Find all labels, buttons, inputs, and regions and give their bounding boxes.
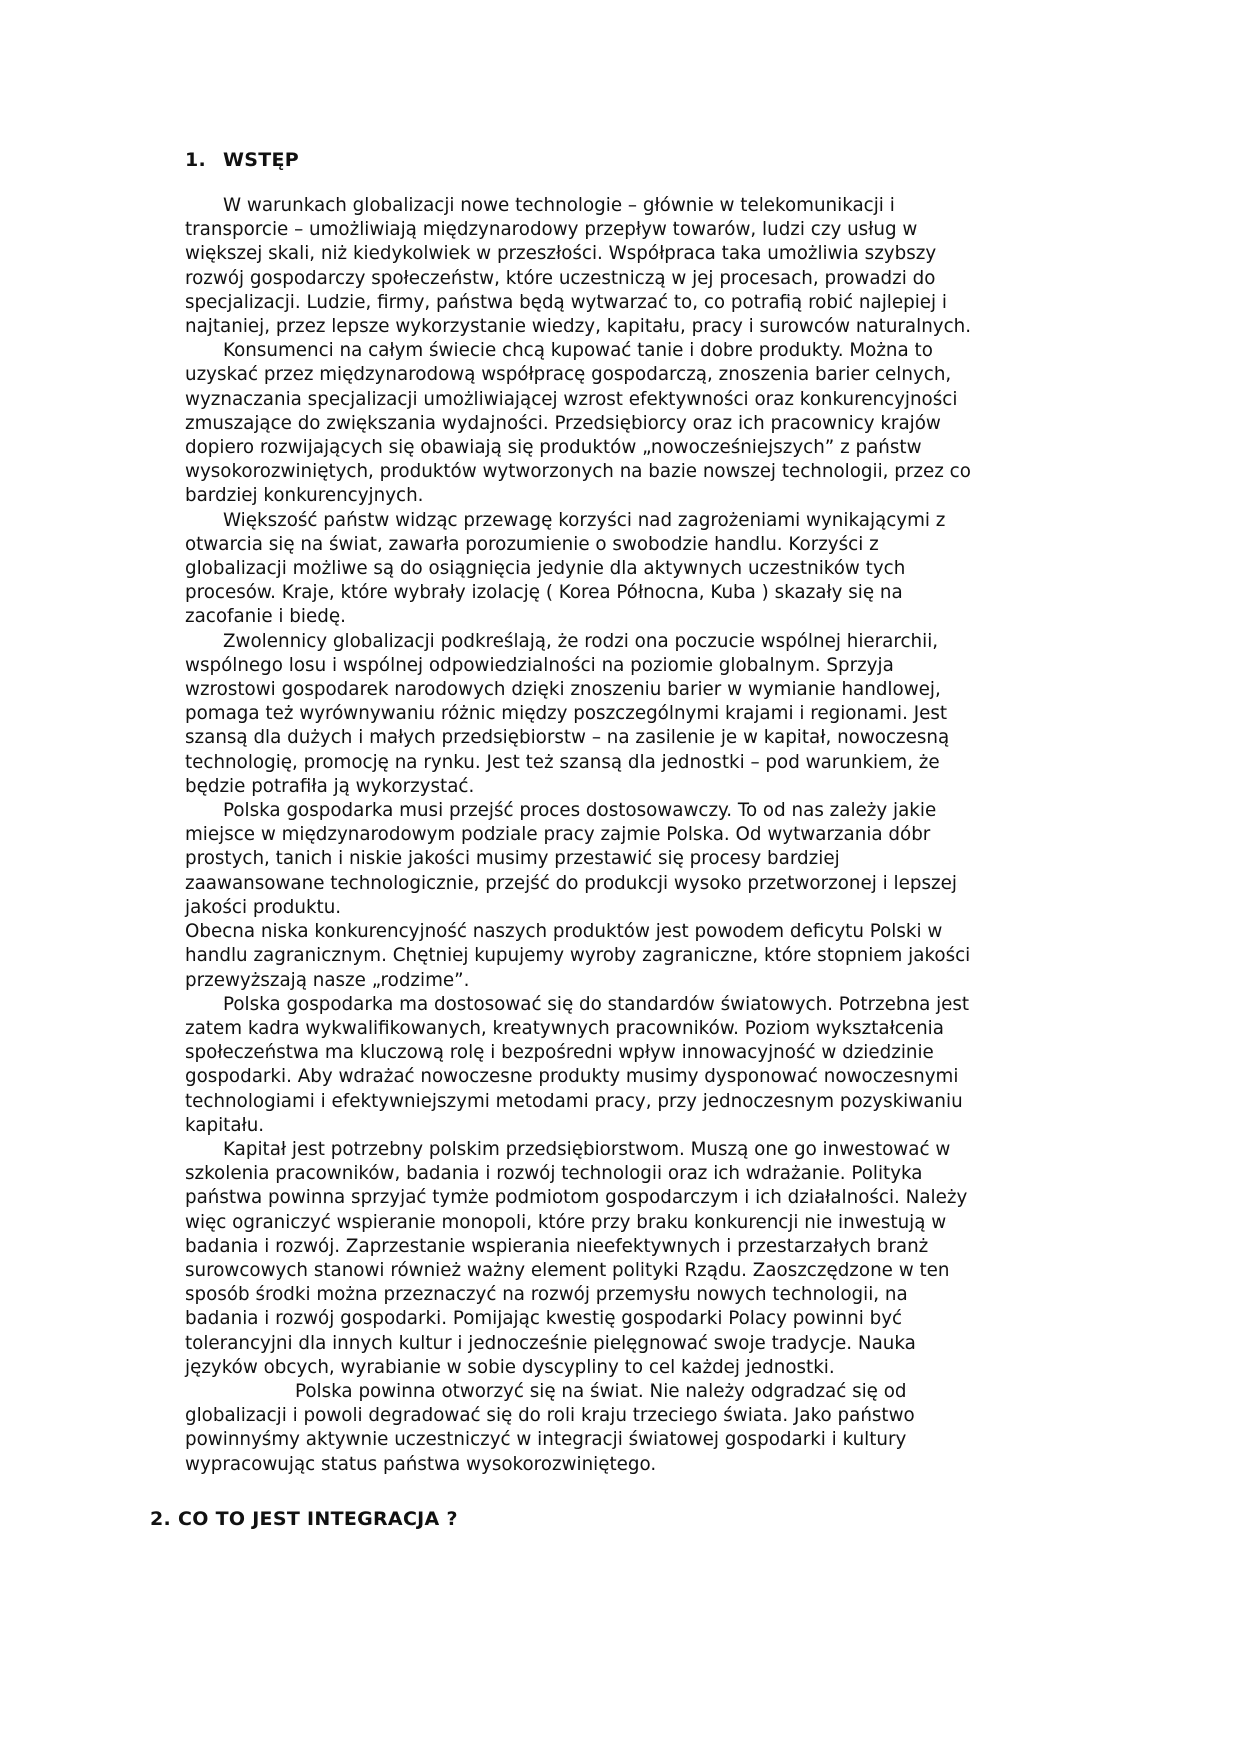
text-line: kapitału. — [185, 1114, 265, 1136]
text-line: Polska gospodarka musi przejść proces dostosowawczy. To od nas zależy jakie — [223, 800, 937, 822]
text-line: najtaniej, przez lepsze wykorzystanie wiedzy, kapitału, pracy i surowców naturalnych. — [185, 316, 972, 338]
section-number: 1. — [185, 149, 207, 171]
text-line: wyznaczania specjalizacji umożliwiającej wzrost efektywności oraz konkurencyjności — [185, 388, 958, 410]
text-line: badania i rozwój gospodarki. Pomijając kwestię gospodarki Polacy powinni być — [185, 1308, 903, 1330]
text-line: zacofanie i biedę. — [185, 606, 346, 628]
text-line: tolerancyjni dla innych kultur i jednocześnie pielęgnować swoje tradycje. Nauka — [185, 1332, 916, 1354]
text-line: gospodarki. Aby wdrażać nowoczesne produkty musimy dysponować nowoczesnymi — [185, 1066, 959, 1088]
text-line: wspólnego losu i wspólnej odpowiedzialności na poziomie globalnym. Sprzyja — [185, 654, 894, 676]
text-line: surowcowych stanowi również ważny element polityki Rządu. Zaoszczędzone w ten — [185, 1259, 950, 1281]
text-line: jakości produktu. — [185, 896, 342, 918]
text-line: zatem kadra wykwalifikowanych, kreatywnych pracowników. Poziom wykształcenia — [185, 1017, 944, 1039]
text-line: wzrostowi gospodarek narodowych dzięki znoszeniu barier w wymianie handlowej, — [185, 679, 941, 701]
text-line: wysokorozwiniętych, produktów wytworzonych na bazie nowszej technologii, przez co — [185, 461, 971, 483]
text-line: społeczeństwa ma kluczową rolę i bezpośredni wpływ innowacyjność w dziedzinie — [185, 1042, 934, 1064]
text-line: Kapitał jest potrzebny polskim przedsiębiorstwom. Muszą one go inwestować w — [223, 1138, 951, 1160]
text-line: szansą dla dużych i małych przedsiębiorstw – na zasilenie je w kapitał, nowoczesną — [185, 727, 950, 749]
text-line: pomaga też wyrównywaniu różnic między poszczególnymi krajami i regionami. Jest — [185, 703, 948, 725]
text-line: rozwój gospodarczy społeczeństw, które uczestniczą w jej procesach, prowadzi do — [185, 267, 936, 289]
text-line: państwa powinna sprzyjać tymże podmiotom gospodarczym i ich działalności. Należy — [185, 1187, 968, 1209]
text-line: Konsumenci na całym świecie chcą kupować tanie i dobre produkty. Można to — [223, 340, 933, 362]
text-line: transporcie – umożliwiają międzynarodowy przepływ towarów, ludzi czy usług w — [185, 219, 918, 241]
body-text — [185, 194, 1085, 1477]
text-line: zaawansowane technologicznie, przejść do produkcji wysoko przetworzonej i lepszej — [185, 872, 957, 894]
text-line: zmuszające do zwiększania wydajności. Przedsiębiorcy oraz ich pracownicy krajów — [185, 412, 941, 434]
text-line: Zwolennicy globalizacji podkreślają, że rodzi ona poczucie wspólnej hierarchii, — [223, 630, 939, 652]
text-line: bardziej konkurencyjnych. — [185, 485, 424, 507]
text-line: Większość państw widząc przewagę korzyści nad zagrożeniami wynikającymi z — [223, 509, 946, 531]
text-line: specjalizacji. Ludzie, firmy, państwa będą wytwarzać to, co potrafią robić najlepiej i — [185, 291, 948, 313]
text-line: szkolenia pracowników, badania i rozwój technologii oraz ich wdrażanie. Polityka — [185, 1163, 923, 1185]
text-line: Polska gospodarka ma dostosować się do standardów światowych. Potrzebna jest — [223, 993, 970, 1015]
text-line: będzie potrafiła ją wykorzystać. — [185, 775, 475, 797]
text-line: Polska powinna otworzyć się na świat. Nie należy odgradzać się od — [295, 1380, 907, 1402]
text-line: miejsce w międzynarodowym podziale pracy zajmie Polska. Od wytwarzania dóbr — [185, 824, 931, 846]
text-line: badania i rozwój. Zaprzestanie wspierania nieefektywnych i przestarzałych branż — [185, 1235, 929, 1257]
text-line: uzyskać przez międzynarodową współpracę gospodarczą, znoszenia barier celnych, — [185, 364, 952, 386]
text-line: globalizacji i powoli degradować się do roli kraju trzeciego świata. Jako państwo — [185, 1405, 915, 1427]
text-line: więc ograniczyć wspieranie monopoli, które przy braku konkurencji nie inwestują w — [185, 1211, 947, 1233]
text-line: technologiami i efektywniejszymi metodami pracy, przy jednoczesnym pozyskiwaniu — [185, 1090, 963, 1112]
text-line: otwarcia się na świat, zawarła porozumienie o swobodzie handlu. Korzyści z — [185, 533, 879, 555]
text-line: Obecna niska konkurencyjność naszych produktów jest powodem deficytu Polski w — [185, 921, 943, 943]
text-line: W warunkach globalizacji nowe technologie – głównie w telekomunikacji i — [223, 195, 895, 216]
text-line: technologię, promocję na rynku. Jest też szansą dla jednostki – pod warunkiem, że — [185, 751, 940, 773]
text-line: powinnyśmy aktywnie uczestniczyć w integracji światowej gospodarki i kultury — [185, 1429, 907, 1451]
text-line: większej skali, niż kiedykolwiek w przeszłości. Współpraca taka umożliwia szybszy — [185, 243, 937, 265]
text-line: wypracowując status państwa wysokorozwiniętego. — [185, 1453, 657, 1475]
section-heading-1 — [185, 149, 299, 171]
text-line: handlu zagranicznym. Chętniej kupujemy wyroby zagraniczne, które stopniem jakości — [185, 945, 971, 967]
text-line: procesów. Kraje, które wybrały izolację ( Korea Północna, Kuba ) skazały się na — [185, 582, 903, 604]
text-line: dopiero rozwijających się obawiają się produktów „nowocześniejszych” z państw — [185, 437, 922, 459]
section-heading-2: 2. CO TO JEST INTEGRACJA ? — [150, 1508, 458, 1530]
text-line: prostych, tanich i niskie jakości musimy przestawić się procesy bardziej — [185, 848, 840, 870]
text-line: przewyższają nasze „rodzime”. — [185, 969, 470, 991]
text-line: języków obcych, wyrabianie w sobie dyscypliny to cel każdej jednostki. — [185, 1356, 835, 1378]
text-line: globalizacji możliwe są do osiągnięcia jedynie dla aktywnych uczestników tych — [185, 558, 906, 580]
text-line: sposób środki można przeznaczyć na rozwój przemysłu nowych technologii, na — [185, 1284, 908, 1306]
section-title: WSTĘP — [223, 149, 300, 171]
